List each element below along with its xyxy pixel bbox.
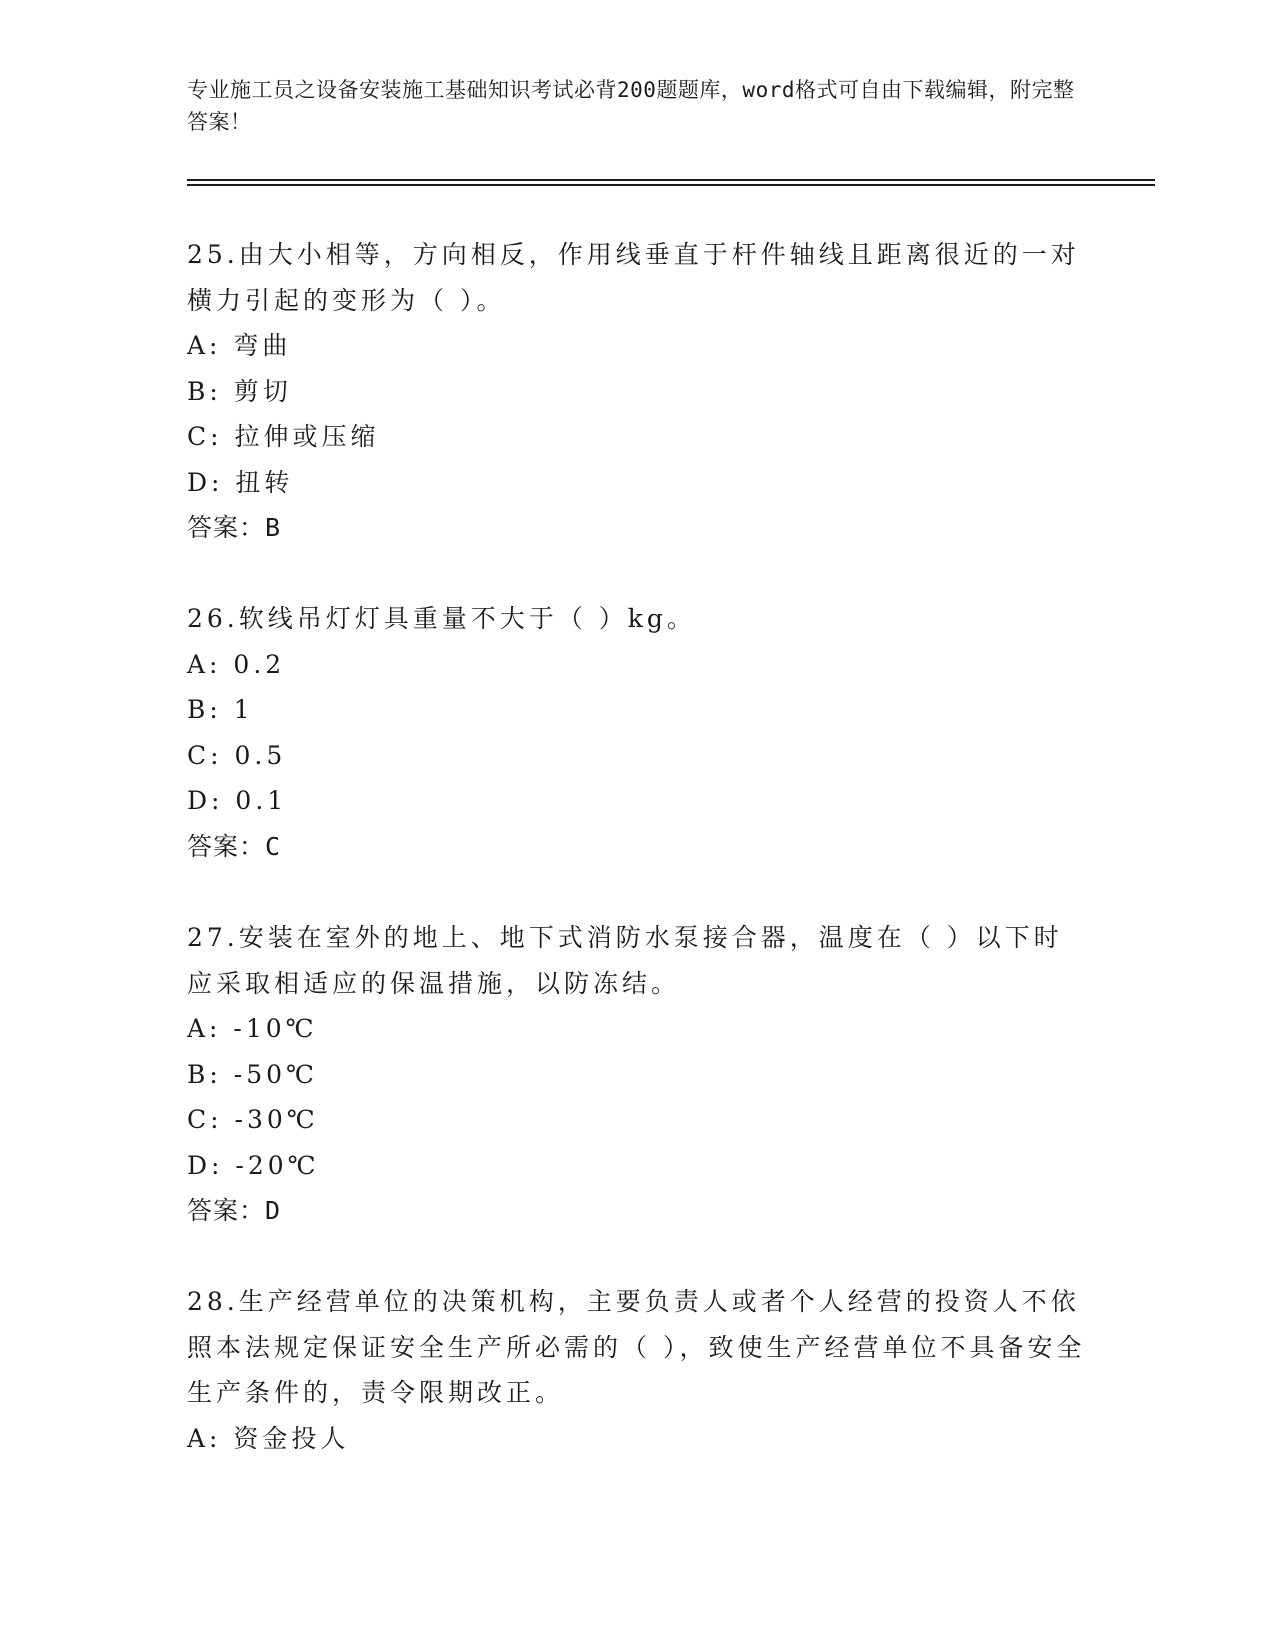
answer-line: 答案：C bbox=[187, 831, 282, 861]
header-divider-top bbox=[187, 179, 1155, 181]
question-stem: 28.生产经营单位的决策机构，主要负责人或者个人经营的投资人不依照本法规定保证安全生产所必需的（ ），致使生产经营单位不具备安全生产条件的，责令限期改正。 bbox=[187, 1287, 1086, 1407]
header-divider-bottom bbox=[187, 184, 1155, 186]
option-d: D: 扭转 bbox=[187, 467, 294, 497]
option-c: C: -30℃ bbox=[187, 1105, 319, 1134]
answer-line: 答案：D bbox=[187, 1196, 282, 1225]
option-b: B: 1 bbox=[187, 695, 254, 724]
option-d: D: -20℃ bbox=[187, 1150, 320, 1180]
option-a: A: 弯曲 bbox=[187, 331, 292, 360]
option-a: A: 资金投人 bbox=[187, 1423, 350, 1453]
question-25 bbox=[187, 232, 1087, 551]
option-b: B: -50℃ bbox=[187, 1059, 318, 1089]
option-d: D: 0.1 bbox=[187, 786, 288, 815]
question-stem: 25.由大小相等，方向相反，作用线垂直于杆件轴线且距离很近的一对横力引起的变形为（ ）。 bbox=[187, 240, 1080, 315]
answer-line: 答案：B bbox=[187, 513, 282, 542]
option-c: C: 拉伸或压缩 bbox=[187, 422, 380, 451]
question-stem: 26.软线吊灯灯具重量不大于（ ）kg。 bbox=[187, 604, 696, 633]
question-28 bbox=[187, 1279, 1087, 1461]
option-b: B: 剪切 bbox=[187, 376, 292, 406]
option-c: C: 0.5 bbox=[187, 740, 287, 770]
option-a: A: -10℃ bbox=[187, 1014, 318, 1043]
question-stem: 27.安装在室外的地上、地下式消防水泵接合器，温度在（ ）以下时应采取相适应的保温措施，以防冻结。 bbox=[187, 923, 1063, 998]
document-title: 专业施工员之设备安装施工基础知识考试必背200题题库，word格式可自由下载编辑，附完整答案！ bbox=[187, 78, 1075, 134]
option-a: A: 0.2 bbox=[187, 649, 286, 679]
question-27 bbox=[187, 915, 1087, 1234]
question-26 bbox=[187, 596, 1087, 869]
